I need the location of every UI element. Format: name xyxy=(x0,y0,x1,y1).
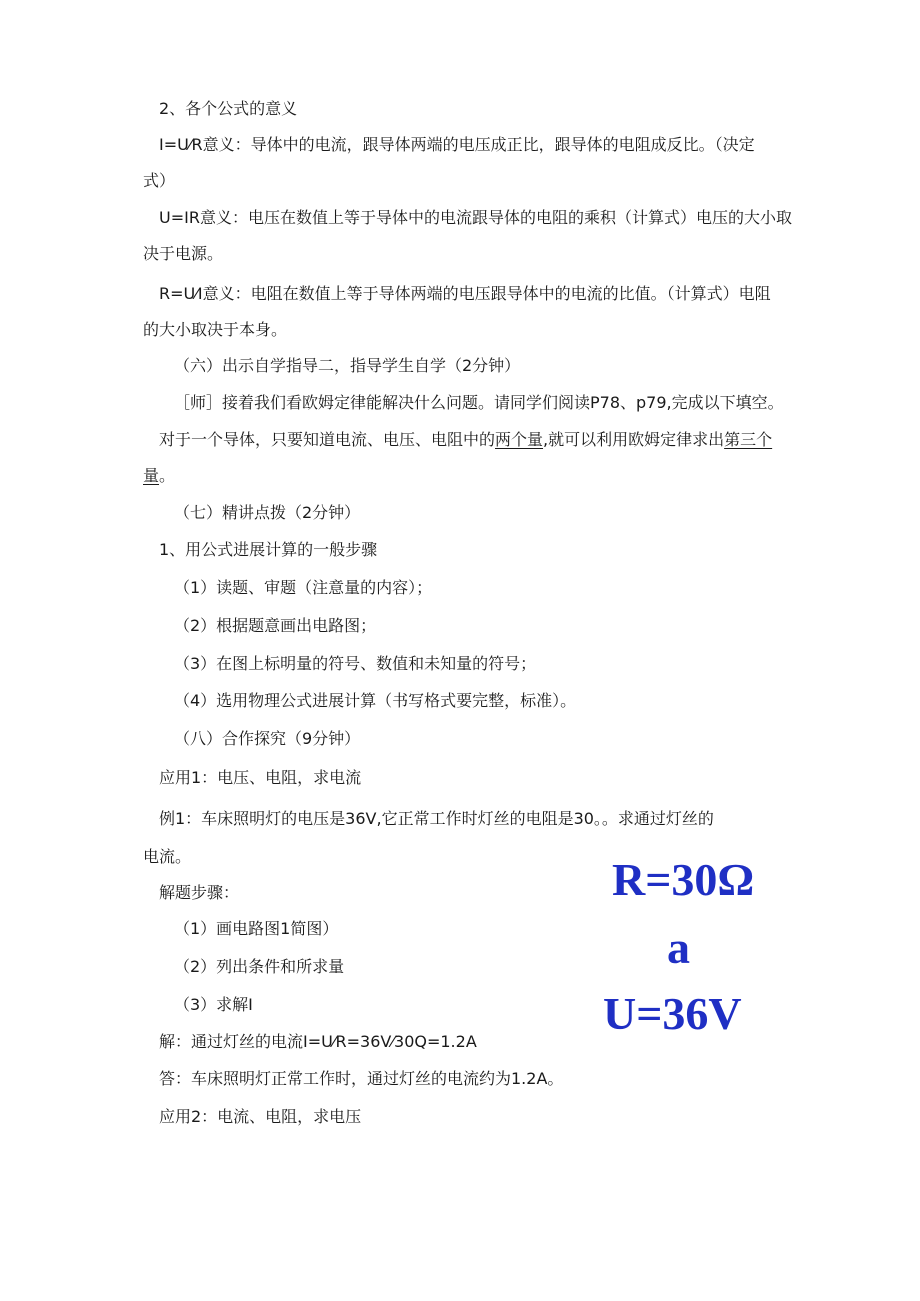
paragraph-line: 应用1：电压、电阻，求电流 xyxy=(159,768,362,787)
example-line: 例1：车床照明灯的电压是36V,它正常工作时灯丝的电阻是30。。求通过灯丝的 xyxy=(159,809,714,828)
figure-resistance-label: R=30Ω xyxy=(612,854,755,905)
paragraph-line: 式） xyxy=(143,171,176,190)
step-item: （4）选用物理公式进展计算（书写格式要完整，标准）。 xyxy=(174,691,577,710)
sentence-text: 对于一个导体，只要知道电流、电压、电阻中的 xyxy=(159,430,496,449)
section-heading-cooperative-inquiry: （八）合作探究（9分钟） xyxy=(174,729,361,748)
paragraph-line: 应用2：电流、电阻，求电压 xyxy=(159,1107,362,1126)
sentence-text: 。 xyxy=(159,466,176,485)
answer-line: 答：车床照明灯正常工作时，通过灯丝的电流约为1.2A。 xyxy=(159,1069,564,1088)
paragraph-line: 的大小取决于本身。 xyxy=(143,320,288,339)
step-item: （2）列出条件和所求量 xyxy=(174,957,345,976)
fill-in-sentence-continued xyxy=(143,466,175,486)
blank-answer-third-quantity: 第三个 xyxy=(724,430,773,449)
step-item: （1）读题、审题（注意量的内容）； xyxy=(174,578,433,597)
example-line: 电流。 xyxy=(143,847,192,866)
paragraph-line: 1、用公式进展计算的一般步骤 xyxy=(159,540,378,559)
paragraph-line: 解题步骤： xyxy=(159,883,240,902)
solution-line: 解：通过灯丝的电流I=U⁄R=36V⁄30Q=1.2A xyxy=(159,1032,477,1051)
paragraph-line: U=IR意义：电压在数值上等于导体中的电流跟导体的电阻的乘积（计算式）电压的大小取 xyxy=(159,208,792,227)
paragraph-line: ［师］接着我们看欧姆定律能解决什么问题。请同学们阅读P78、p79,完成以下填空。 xyxy=(174,393,784,412)
step-item: （1）画电路图1简图） xyxy=(174,919,339,938)
paragraph-line: I=U⁄R意义：导体中的电流，跟导体两端的电压成正比，跟导体的电阻成反比。（决定 xyxy=(159,135,755,154)
step-item: （3）求解I xyxy=(174,995,253,1014)
sentence-text: ,就可以利用欧姆定律求出 xyxy=(543,430,725,449)
section-heading-formula-meaning: 2、各个公式的意义 xyxy=(159,99,298,118)
paragraph-line: 决于电源。 xyxy=(143,244,224,263)
section-heading-self-study: （六）出示自学指导二，指导学生自学（2分钟） xyxy=(174,356,521,375)
fill-in-sentence xyxy=(159,430,772,450)
section-heading-key-points: （七）精讲点拨（2分钟） xyxy=(174,503,361,522)
blank-answer-third-quantity-end: 量 xyxy=(143,466,160,485)
figure-voltage-label: U=36V xyxy=(603,988,742,1039)
figure-a-label: a xyxy=(667,922,690,973)
paragraph-line: R=U⁄I意义：电阻在数值上等于导体两端的电压跟导体中的电流的比值。（计算式）电阻 xyxy=(159,284,771,303)
step-item: （3）在图上标明量的符号、数值和未知量的符号； xyxy=(174,654,537,673)
blank-answer-two-quantities: 两个量 xyxy=(495,430,544,449)
step-item: （2）根据题意画出电路图； xyxy=(174,616,377,635)
